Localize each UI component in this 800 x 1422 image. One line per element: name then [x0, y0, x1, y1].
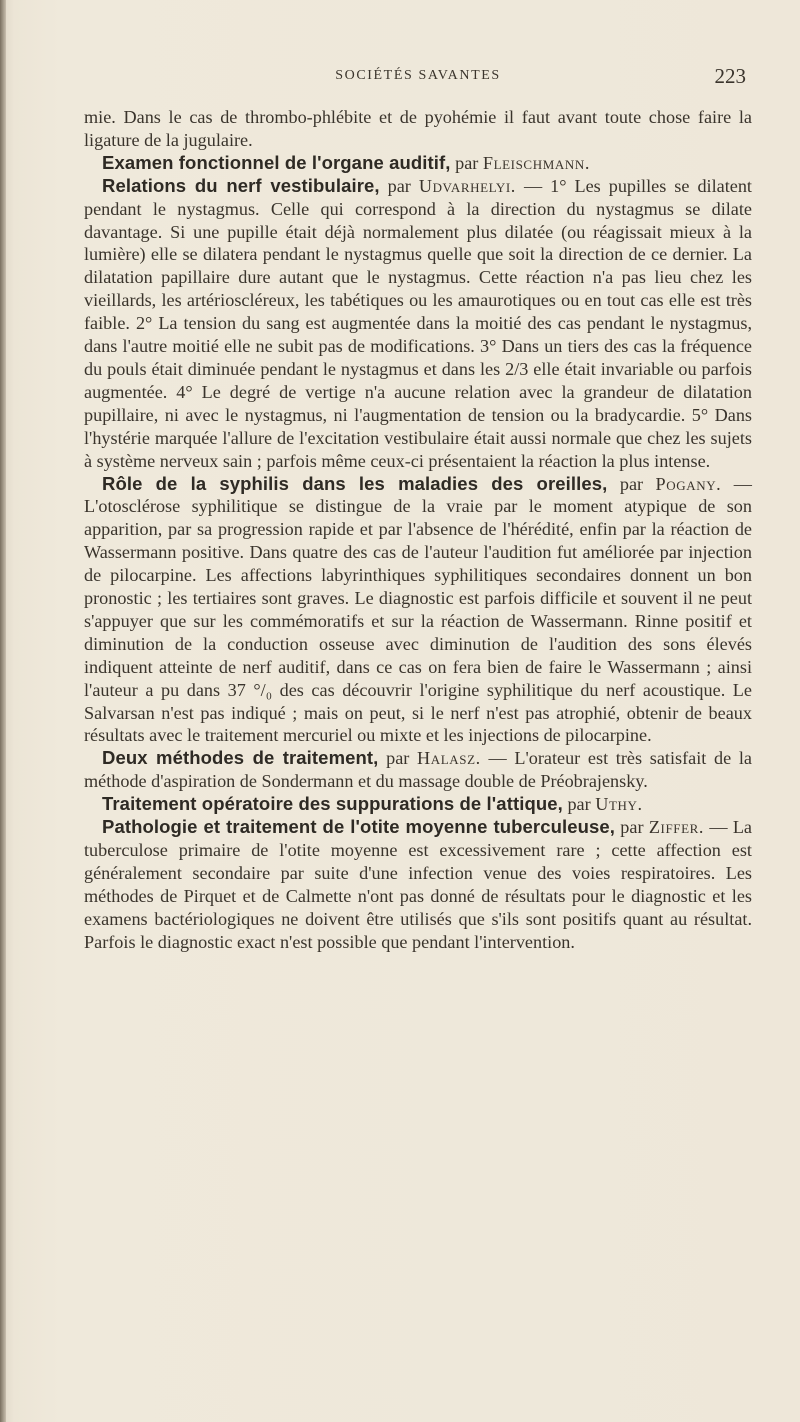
paragraph [84, 106, 752, 152]
running-head: SOCIÉTÉS SAVANTES [335, 68, 501, 83]
by-word: par [450, 152, 483, 173]
author-name: Ziffer. [648, 817, 705, 838]
paragraph [84, 175, 752, 473]
by-word: par [607, 473, 656, 494]
author-name: Fleischmann. [482, 152, 590, 173]
by-word: par [615, 817, 649, 838]
author-name: Halasz. [417, 748, 481, 769]
paragraph [84, 152, 752, 175]
paragraph-text: — L'otosclérose syphilitique se distingue de la vraie par le moment atypique de son apparition, par sa progression rapide et par l'absence de l'hérédité, enfin par la réaction de Wassermann positive. Dans quatre des cas de l'auteur l'audition fut améliorée par injection de pilocarpine. Les affections labyrinthiques syphilitiques secondaires donnent un bon pronostic ; les tertiaires sont graves. Le diagnostic est parfois difficile et souvent il ne peut s'appuyer que sur les commémoratifs et sur la réaction de Wassermann. Rinne positif et diminution de la conduction osseuse avec diminution de l'audition des sons élevés indiquent atteinte de nerf auditif, dans ce cas on fera bien de faire le Wassermann ; ainsi l'auteur a pu dans 37 °/₀ des cas découvrir l'origine syphilitique du nerf acoustique. Le Salvarsan n'est pas indiqué ; mais on peut, si le nerf n'est pas atrophié, obtenir de beaux résultats avec le traitement mercuriel ou mixte et les injections de pilocarpine. [84, 473, 752, 746]
entry-title: Relations du nerf vestibulaire, [102, 174, 380, 196]
author-name: Pogany. [655, 473, 722, 494]
article-body [84, 106, 752, 954]
author-name: Uthy. [595, 794, 643, 815]
page-number: 223 [714, 64, 746, 88]
by-word: par [379, 175, 419, 196]
paragraph [84, 473, 752, 748]
paragraph-text: — 1° Les pupilles se dilatent pendant le nystagmus. Celle qui correspond à la direction du nystagmus se dilate davantage. Si une pupille était déjà normalement plus dilatée (ou réagissait mieux à la lumière) elle se dilatera pendant le nystagmus quelle que soit la direction de ce dernier. La dilatation papillaire dure autant que le nystagmus. Cette réaction n'a pas lieu chez les vieillards, les artérioscléreux, les tabétiques ou les amaurotiques ou en tout cas elle est très faible. 2° La tension du sang est augmentée dans la moitié des cas pendant le nystagmus, dans l'autre moitié elle ne subit pas de modifications. 3° Dans un tiers des cas la fréquence du pouls était diminuée pendant le nystagmus et dans les 2/3 elle était invariable ou parfois augmentée. 4° Le degré de vertige n'a aucune relation avec la grandeur de dilatation pupillaire, ni avec le nystagmus, ni l'augmentation de tension ou la bradycardie. 5° Dans l'hystérie marquée l'allure de l'excitation vestibulaire était aussi normale que chez les sujets à système nerveux sain ; parfois même ceux-ci présentaient la réaction la plus intense. [84, 175, 752, 471]
book-spine-shadow [0, 0, 6, 1422]
entry-title: Pathologie et traitement de l'otite moyenne tuberculeuse, [102, 816, 616, 838]
entry-title: Rôle de la syphilis dans les maladies des oreilles, [102, 472, 608, 494]
paragraph [84, 793, 752, 816]
paragraph [84, 747, 752, 793]
author-name: Udvarhelyi. [418, 175, 516, 196]
paragraph-text: mie. Dans le cas de thrombo-phlébite et de pyohémie il faut avant toute chose faire la ligature de la jugulaire. [84, 107, 752, 150]
entry-title: Deux méthodes de traitement, [102, 747, 379, 769]
by-word: par [378, 748, 418, 769]
paragraph [84, 816, 752, 953]
paragraph-text: — L'orateur est très satisfait de la méthode d'aspiration de Sondermann et du massage double de Préobrajensky. [84, 748, 752, 792]
page-header [88, 64, 748, 88]
paragraph-text: — La tuberculose primaire de l'otite moyenne est excessivement rare ; cette affection est généralement secondaire par suite d'une infection venue des voies respiratoires. Les méthodes de Pirquet et de Calmette n'ont pas donné de résultats pour le diagnostic et les examens bactériologiques ne doivent être utilisés que s'ils sont positifs quant au résultat. Parfois le diagnostic exact n'est possible que pendant l'intervention. [84, 817, 752, 952]
by-word: par [562, 794, 596, 815]
entry-title: Traitement opératoire des suppurations de l'attique, [102, 793, 563, 815]
entry-title: Examen fonctionnel de l'organe auditif, [102, 151, 451, 173]
